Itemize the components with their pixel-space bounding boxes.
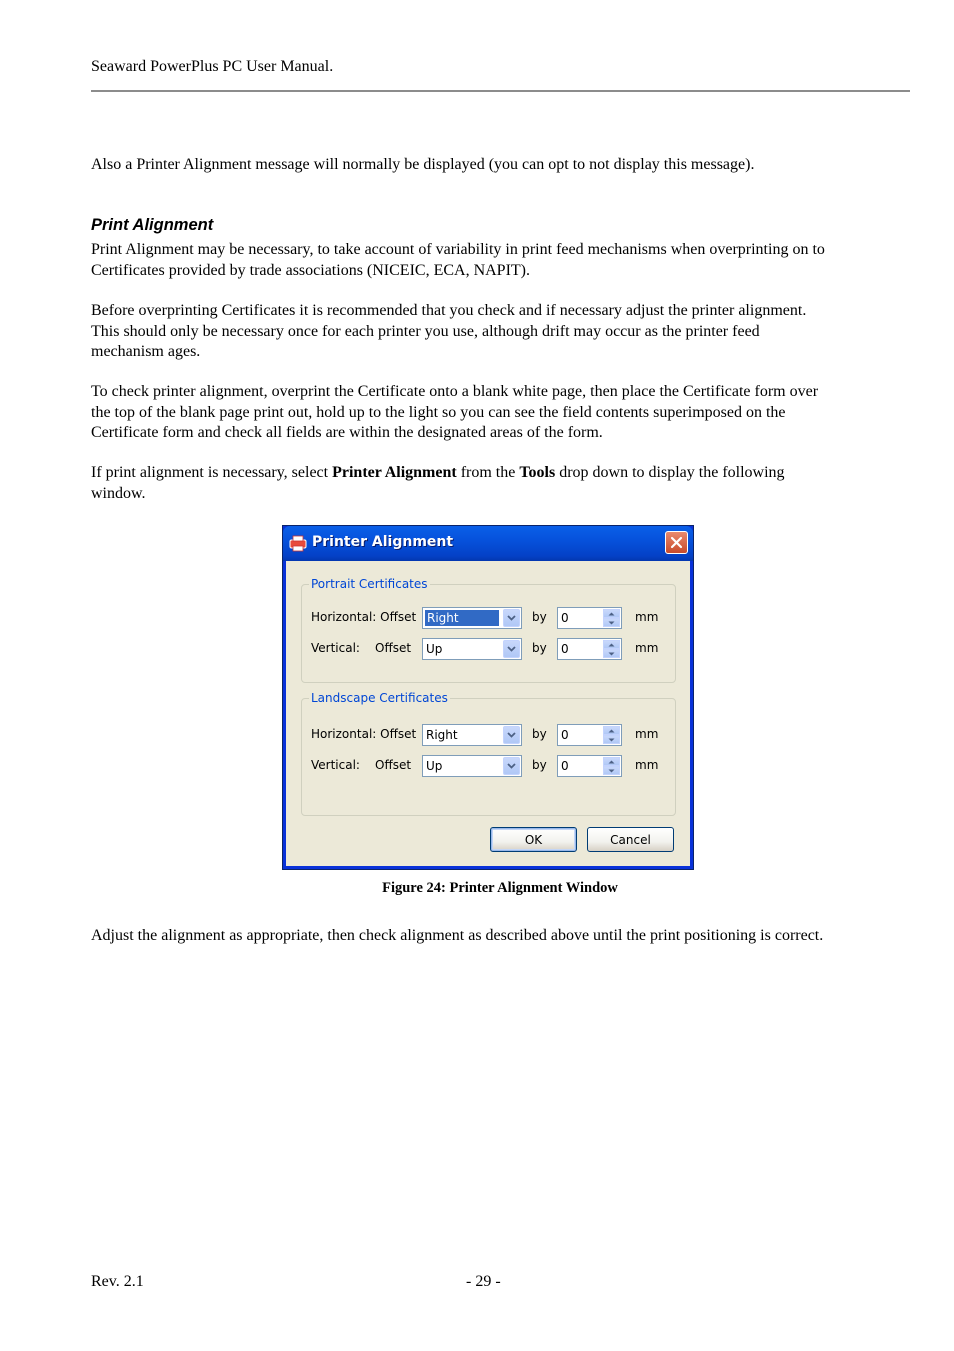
- spin-down-icon[interactable]: [603, 618, 620, 627]
- menu-item-reference: Printer Alignment: [332, 464, 457, 481]
- portrait-horizontal-offset-spinner[interactable]: [557, 607, 622, 629]
- spin-down-icon[interactable]: [603, 735, 620, 744]
- paragraph-4-text: from the: [456, 464, 520, 481]
- dialog-titlebar[interactable]: [283, 526, 693, 561]
- paragraph-1: [91, 240, 825, 281]
- select-value: Right: [426, 728, 458, 742]
- paragraph-3-line: Certificate form and check all fields are within the designated areas of the form.: [91, 424, 603, 441]
- paragraph-4-line: window.: [91, 484, 146, 502]
- close-icon: [670, 536, 683, 549]
- paragraph-2: [91, 301, 806, 363]
- spin-down-icon[interactable]: [603, 649, 620, 658]
- landscape-vertical-offset-label: Offset: [375, 758, 412, 772]
- unit-label: mm: [635, 758, 659, 772]
- chevron-down-icon[interactable]: [503, 609, 520, 627]
- spinner-value: 0: [561, 611, 569, 625]
- landscape-vertical-label: Vertical:: [311, 758, 360, 772]
- spinner-value: 0: [561, 759, 569, 773]
- chevron-down-icon[interactable]: [503, 640, 520, 658]
- select-value: Up: [426, 642, 443, 656]
- by-label: by: [532, 727, 547, 741]
- paragraph-3-line: To check printer alignment, overprint the Certificate onto a blank white page, then place the Certificate form over: [91, 383, 819, 400]
- spinner-value: 0: [561, 728, 569, 742]
- close-button[interactable]: [665, 531, 688, 554]
- by-label: by: [532, 641, 547, 655]
- portrait-group: [301, 584, 676, 683]
- printer-alignment-dialog: [282, 525, 694, 870]
- portrait-group-label: Portrait Certificates: [311, 577, 428, 591]
- spin-down-icon[interactable]: [603, 766, 620, 775]
- landscape-horizontal-direction-select[interactable]: [422, 724, 522, 746]
- spinner-value: 0: [561, 642, 569, 656]
- paragraph-4-text: drop down to display the following: [555, 464, 785, 481]
- page-number: - 29 -: [466, 1273, 501, 1290]
- portrait-vertical-label: Vertical:: [311, 641, 360, 655]
- paragraph-4-text: If print alignment is necessary, select: [91, 464, 333, 481]
- landscape-vertical-direction-select[interactable]: [422, 755, 522, 777]
- menu-reference: Tools: [519, 464, 556, 481]
- paragraph-4: [91, 463, 785, 504]
- spin-up-icon[interactable]: [603, 757, 620, 766]
- footer-revision: Rev. 2.1: [91, 1273, 144, 1290]
- cancel-button[interactable]: Cancel: [587, 827, 674, 852]
- spin-up-icon[interactable]: [603, 640, 620, 649]
- paragraph-2-line: mechanism ages.: [91, 343, 201, 360]
- dialog-title: Printer Alignment: [312, 534, 454, 550]
- paragraph-2-line: Before overprinting Certificates it is recommended that you check and if necessary adjust the printer alignment.: [91, 302, 807, 319]
- unit-label: mm: [635, 610, 659, 624]
- spinner-buttons: [603, 757, 620, 775]
- closing-paragraph: Adjust the alignment as appropriate, then check alignment as described above until the print positioning is correct.: [91, 927, 824, 944]
- dialog-client-area: [286, 561, 690, 866]
- by-label: by: [532, 610, 547, 624]
- select-value: Right: [425, 610, 499, 626]
- spinner-buttons: [603, 640, 620, 658]
- chevron-down-icon[interactable]: [503, 726, 520, 744]
- spinner-buttons: [603, 726, 620, 744]
- landscape-horizontal-label: Horizontal: Offset: [311, 727, 417, 741]
- portrait-horizontal-label: Horizontal: Offset: [311, 610, 417, 624]
- portrait-vertical-offset-label: Offset: [375, 641, 412, 655]
- landscape-vertical-offset-spinner[interactable]: [557, 755, 622, 777]
- spin-up-icon[interactable]: [603, 726, 620, 735]
- unit-label: mm: [635, 727, 659, 741]
- header-divider: [91, 90, 910, 92]
- spinner-buttons: [603, 609, 620, 627]
- unit-label: mm: [635, 641, 659, 655]
- paragraph-3-line: the top of the blank page print out, hold up to the light so you can see the field contents superimposed on the: [91, 403, 786, 421]
- landscape-group-label: Landscape Certificates: [311, 691, 448, 705]
- paragraph-4-line: [91, 463, 785, 484]
- by-label: by: [532, 758, 547, 772]
- chevron-down-icon[interactable]: [503, 757, 520, 775]
- select-value: Up: [426, 759, 443, 773]
- paragraph-2-line: This should only be necessary once for each printer you use, although drift may occur as the printer feed: [91, 322, 760, 340]
- figure-caption: Figure 24: Printer Alignment Window: [382, 880, 618, 896]
- printer-icon: [289, 534, 307, 552]
- portrait-vertical-offset-spinner[interactable]: [557, 638, 622, 660]
- landscape-horizontal-offset-spinner[interactable]: [557, 724, 622, 746]
- portrait-horizontal-direction-select[interactable]: [422, 607, 522, 629]
- paragraph-1-line: Print Alignment may be necessary, to take account of variability in print feed mechanisms when overprinting on to: [91, 241, 825, 258]
- paragraph-1-line: Certificates provided by trade associations (NICEIC, ECA, NAPIT).: [91, 261, 531, 279]
- portrait-vertical-direction-select[interactable]: [422, 638, 522, 660]
- paragraph-3: [91, 382, 818, 444]
- ok-button[interactable]: OK: [490, 827, 577, 852]
- intro-paragraph: Also a Printer Alignment message will normally be displayed (you can opt to not display this message).: [91, 156, 755, 173]
- header-title: Seaward PowerPlus PC User Manual.: [91, 58, 334, 75]
- spin-up-icon[interactable]: [603, 609, 620, 618]
- section-heading: Print Alignment: [91, 216, 214, 234]
